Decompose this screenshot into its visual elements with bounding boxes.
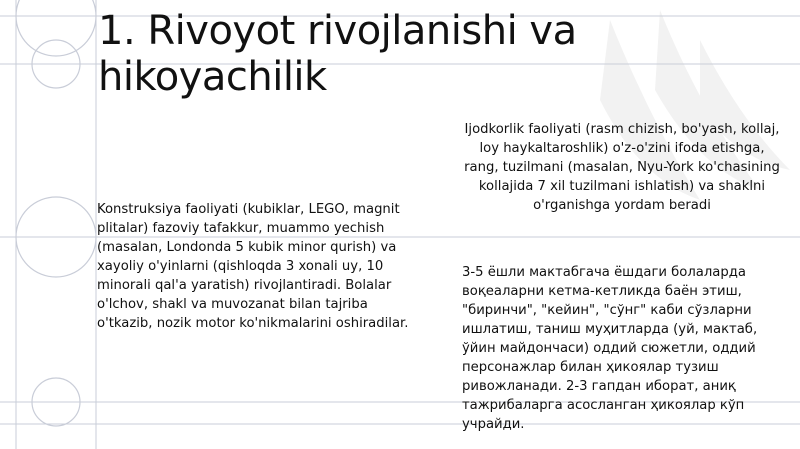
- paragraph-storytelling: 3-5 ёшли мактабгача ёшдаги болаларда воқеаларни кетма-кетликда баён этиш, "биринчи", "кейин", "сўнг" каби сўзларни ишлатиш, таниш муҳитларда (уй, мактаб, ўйин майдончаси) оддий сюжетли, оддий персонажлар билан ҳикоялар тузиш ривожланади. 2-3 гапдан иборат, аниқ тажрибаларга асосланган ҳикоялар кўп учрайди.: [462, 265, 758, 432]
- paragraph-construction: Konstruksiya faoliyati (kubiklar, LEGO, magnit plitalar) fazoviy tafakkur, muammo yechish (masalan, Londonda 5 kubik minor qurish) va xayoliy o'yinlarni (qishloqda 3 xonali uy, 10 minorali qal'a yaratish) rivojlantiradi. Bolalar o'lchov, shakl va muvozanat bilan tajriba o'tkazib, nozik motor ko'nikmalarini oshiradilar.: [97, 202, 409, 331]
- slide-title: 1. Rivoyot rivojlanishi va hikoyachilik: [98, 8, 577, 100]
- circle-top: [16, 0, 96, 56]
- paragraph-creativity: Ijodkorlik faoliyati (rasm chizish, bo'yash, kollaj, loy haykaltaroshlik) o'z-o'zini ifoda etishga, rang, tuzilmani (masalan, Nyu-York ko'chasining kollajida 7 xil tuzilmani ishlatish) va shaklni o'rganishga yordam beradi: [464, 122, 780, 213]
